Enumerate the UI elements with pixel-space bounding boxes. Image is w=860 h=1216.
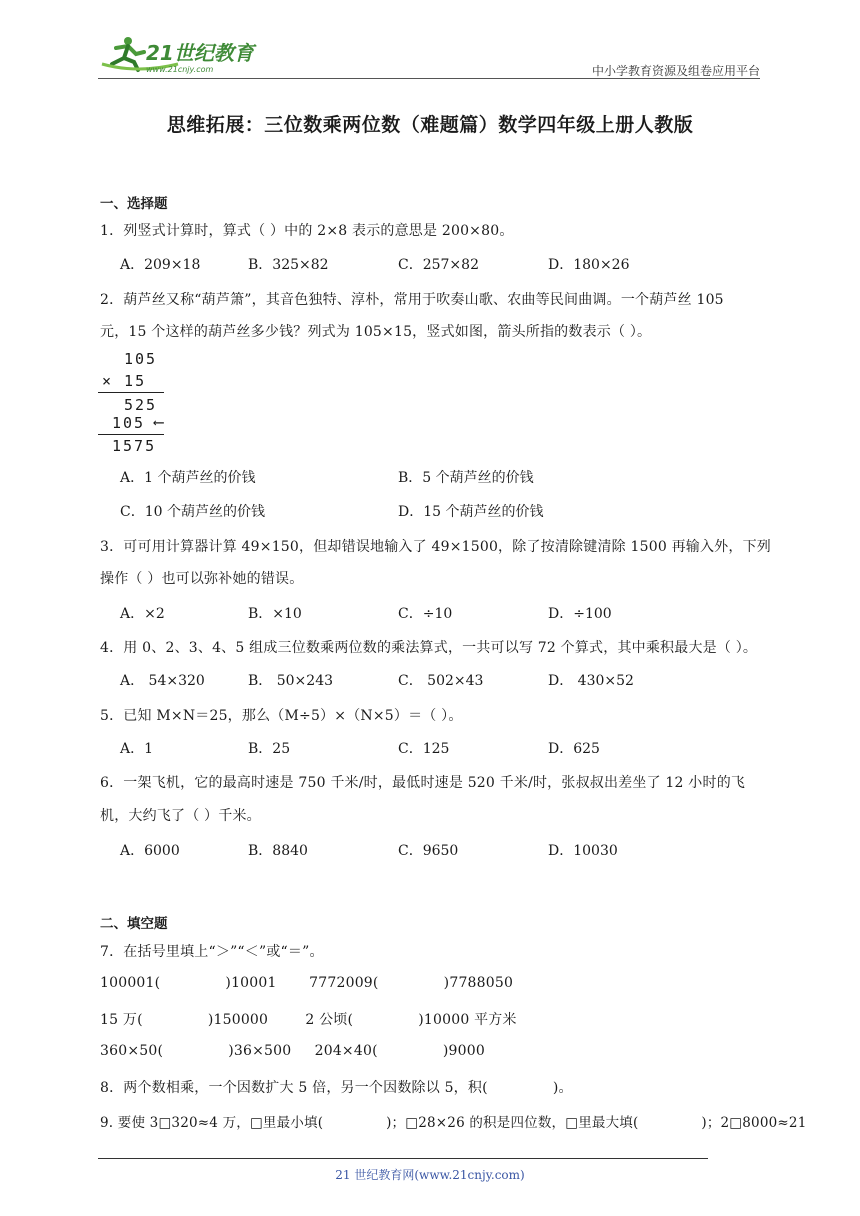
logo-icon [98,34,268,74]
question-1-text: 1．列竖式计算时，算式（ ）中的 2×8 表示的意思是 200×80。 [100,223,514,239]
question-5-text: 5．已知 M×N＝25，那么（M÷5）×（N×5）＝（ ）。 [100,708,463,724]
vertical-multiplication-figure [98,350,198,460]
question-3-option-d: D．÷100 [548,606,612,622]
question-4-option-c: C． 502×43 [398,673,484,689]
vertical-rule-2 [98,434,164,435]
question-6-option-d: D．10030 [548,843,618,859]
question-7-row-1: 100001( )10001 7772009( )7788050 [100,975,514,991]
page-header [98,28,760,80]
footer-text: 21 世纪教育网(www.21cnjy.com) [335,1168,525,1182]
question-3-option-a: A．×2 [120,606,165,622]
question-7-text: 7．在括号里填上“＞”“＜”或“＝”。 [100,944,324,960]
vertical-partial-product-2: 105 [112,414,146,432]
section-heading-choice: 一、选择题 [100,196,168,212]
question-1-option-c: C．257×82 [398,257,479,273]
question-5-option-a: A．1 [120,741,154,757]
vertical-multiplier: × 15 [102,372,147,390]
question-3-option-c: C．÷10 [398,606,453,622]
question-2-option-c: C．10 个葫芦丝的价钱 [120,504,265,520]
document-title: 思维拓展：三位数乘两位数（难题篇）数学四年级上册人教版 [166,114,694,136]
footer-divider [98,1158,708,1159]
question-1-option-d: D．180×26 [548,257,630,273]
question-7-row-3: 360×50( )36×500 204×40( )9000 [100,1043,485,1059]
question-2-option-d: D．15 个葫芦丝的价钱 [398,504,544,520]
question-6-option-b: B．8840 [248,843,308,859]
question-3-line-2: 操作（ ）也可以弥补她的错误。 [100,571,304,587]
platform-name: 中小学教育资源及组卷应用平台 [591,64,760,78]
question-2-option-b: B．5 个葫芦丝的价钱 [398,470,534,486]
vertical-partial-product-1: 525 [124,396,158,414]
question-5-option-d: D．625 [548,741,600,757]
logo-subtext: www.21cnjy.com [146,65,214,74]
question-8-text: 8．两个数相乘，一个因数扩大 5 倍，另一个因数除以 5，积( )。 [100,1080,573,1096]
question-4-option-b: B． 50×243 [248,673,334,689]
arrow-left-icon: ⟵ [154,413,164,431]
question-5-option-b: B．25 [248,741,291,757]
section-heading-fill: 二、填空题 [100,916,168,932]
question-2-line-1: 2．葫芦丝又称“葫芦箫”，其音色独特、淳朴，常用于吹奏山歌、农曲等民间曲调。一个葫芦丝 105 [100,292,724,308]
question-5-option-c: C．125 [398,741,450,757]
header-divider [98,78,760,79]
question-6-line-1: 6．一架飞机，它的最高时速是 750 千米/时，最低时速是 520 千米/时，张叔叔出差坐了 12 小时的飞 [100,775,746,791]
question-4-text: 4．用 0、2、3、4、5 组成三位数乘两位数的乘法算式，一共可以写 72 个算式，其中乘积最大是（ ）。 [100,640,758,656]
question-3-line-1: 3．可可用计算器计算 49×150，但却错误地输入了 49×1500，除了按清除键清除 1500 再输入外，下列 [100,539,771,555]
question-7-row-2: 15 万( )150000 2 公顷( )10000 平方米 [100,1012,517,1028]
vertical-result: 1575 [112,437,157,455]
question-9-text: 9. 要使 3□320≈4 万，□里最小填( )；□28×26 的积是四位数，□里最大填( )；2□8000≈21 [100,1115,807,1131]
question-1-option-b: B．325×82 [248,257,329,273]
question-2-option-a: A．1 个葫芦丝的价钱 [120,470,256,486]
question-1-option-a: A．209×18 [120,257,201,273]
vertical-top-number: 105 [124,350,158,368]
question-3-option-b: B．×10 [248,606,302,622]
question-6-option-c: C．9650 [398,843,459,859]
vertical-rule-1 [98,392,164,393]
question-2-line-2: 元，15 个这样的葫芦丝多少钱？列式为 105×15，竖式如图，箭头所指的数表示（ ）。 [100,324,652,340]
question-4-option-d: D． 430×52 [548,673,634,689]
question-6-line-2: 机，大约飞了（ ）千米。 [100,808,261,824]
question-6-option-a: A．6000 [120,843,180,859]
question-4-option-a: A． 54×320 [120,673,205,689]
logo-text: 21世纪教育 [146,41,254,65]
